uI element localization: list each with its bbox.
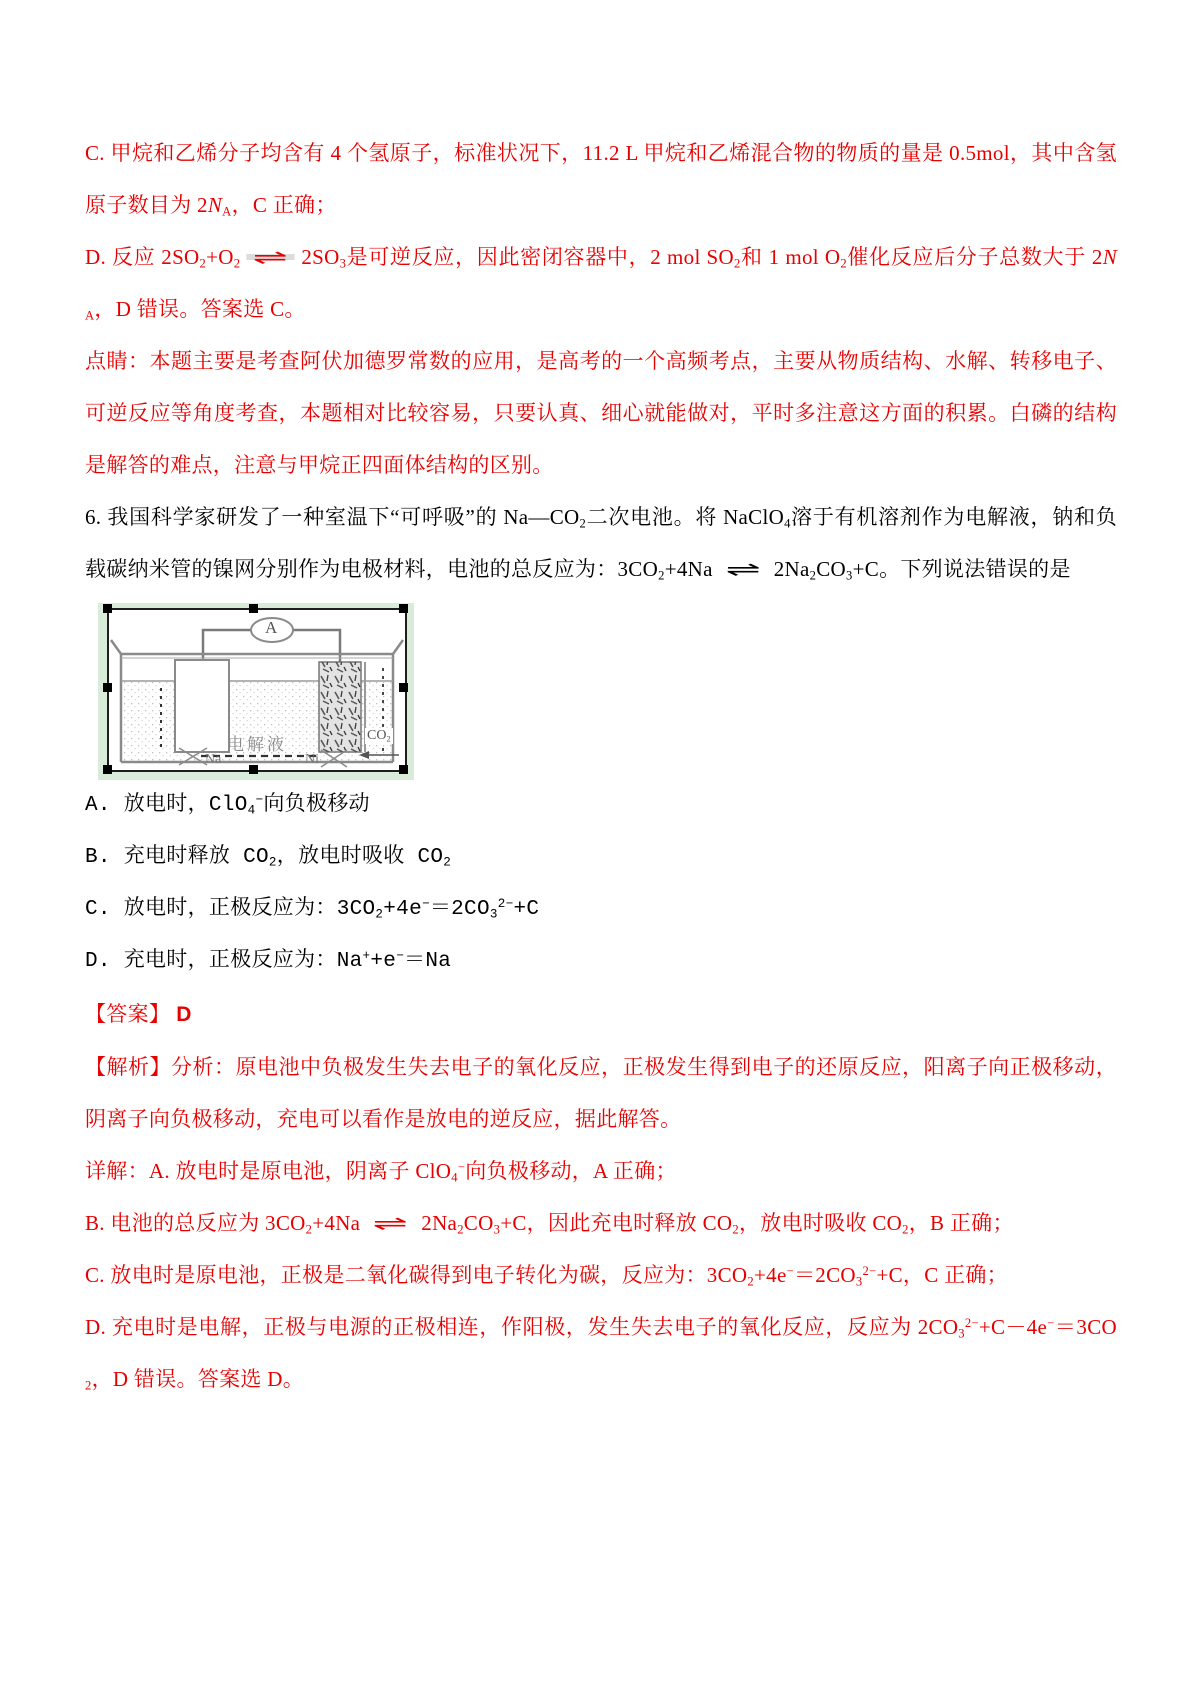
detail-a: 详解：A. 放电时是原电池，阴离子 ClO$_4$−向负极移动，A 正确； — [85, 1159, 677, 1185]
analysis-paragraph: 【解析】分析：原电池中负极发生失去电子的氧化反应，正极发生得到电子的还原反应，阳离子向正极移动，阴离子向负极移动，充电可以看作是放电的逆反应，据此解答。 — [85, 1055, 1117, 1131]
detail-c: C. 放电时是原电池，正极是二氧化碳得到电子转化为碳，反应为：$3CO_2+4e^-=2CO_3^{2-}+C$，C 正确； — [85, 1263, 1008, 1289]
explanation-option-d: D. 反应 $2SO_2+O_2$ ⇌ $2SO_3$是可逆反应，因此密闭容器中，2 mol $SO_2$和 1 mol $O_2$催化反应后分子总数大于 $2N_A$，D 错误。答案选 C。 — [85, 245, 1117, 323]
selection-handle-ne[interactable] — [399, 604, 408, 613]
selection-handle-se[interactable] — [399, 765, 408, 774]
explanation-option-c: C. 甲烷和乙烯分子均含有 4 个氢原子，标准状况下，11.2 L 甲烷和乙烯混合物的物质的量是 0.5mol，其中含氢原子数目为 $2N_A$，C 正确； — [85, 141, 1117, 219]
selection-handle-sw[interactable] — [103, 765, 112, 774]
answer-line — [85, 988, 1117, 1041]
question-6-stem: 6. 我国科学家研发了一种室温下“可呼吸”的 $Na—CO_2$二次电池。将 NaClO$_4$溶于有机溶剂作为电解液，钠和负载碳纳米管的镍网分别作为电极材料，电池的总反应为：$3CO_2+4Na$ ⇌ $2Na_2CO_3+C$。下列说法错误的是 — [85, 505, 1118, 583]
selection-handle-nw[interactable] — [103, 604, 112, 613]
electrolyte-label: 电解液 — [227, 735, 287, 754]
option-c: C. 放电时，正极反应为：$3CO_2+4e^-=2CO_3^{2-}+C$ — [85, 897, 540, 922]
answer-value: D — [176, 1003, 192, 1026]
option-b: B. 充电时释放 $CO_2$，放电时吸收 $CO_2$ — [85, 846, 452, 870]
sodium-electrode-label: Na — [205, 752, 222, 767]
detail-d: D. 充电时是电解，正极与电源的正极相连，作阳极，发生失去电子的氧化反应，反应为 $2CO_3^{2-}+C-4e^-=3CO_2$，D 错误。答案选 D。 — [85, 1315, 1117, 1393]
selection-handle-e[interactable] — [399, 683, 408, 692]
co2-gas-label: $CO_2$ — [367, 728, 391, 744]
selection-handle-s[interactable] — [249, 765, 258, 774]
selection-handle-n[interactable] — [249, 604, 258, 613]
selection-handle-w[interactable] — [103, 683, 112, 692]
answer-label: 【答案】 — [85, 1002, 171, 1026]
document-content — [85, 127, 1117, 1405]
nickel-electrode-label: Ni — [305, 752, 319, 767]
option-d: D. 充电时，正极反应为：Na++e−＝Na — [85, 949, 452, 973]
detail-b: B. 电池的总反应为 $3CO_2+4Na$ ⇌ $2Na_2CO_3+C$，因此充电时释放 $CO_2$，放电时吸收 $CO_2$，B 正确； — [85, 1211, 1014, 1237]
battery-diagram — [107, 608, 407, 772]
tip-paragraph: 点睛：本题主要是考查阿伏加德罗常数的应用，是高考的一个高频考点，主要从物质结构、水解、转移电子、可逆反应等角度考查，本题相对比较容易，只要认真、细心就能做对，平时多注意这方面的积累。白磷的结构是解答的难点，注意与甲烷正四面体结构的区别。 — [85, 349, 1117, 477]
option-a: A. 放电时，ClO$_4$−向负极移动 — [85, 793, 370, 818]
ammeter-label: A — [265, 618, 278, 637]
battery-figure[interactable] — [98, 603, 414, 780]
